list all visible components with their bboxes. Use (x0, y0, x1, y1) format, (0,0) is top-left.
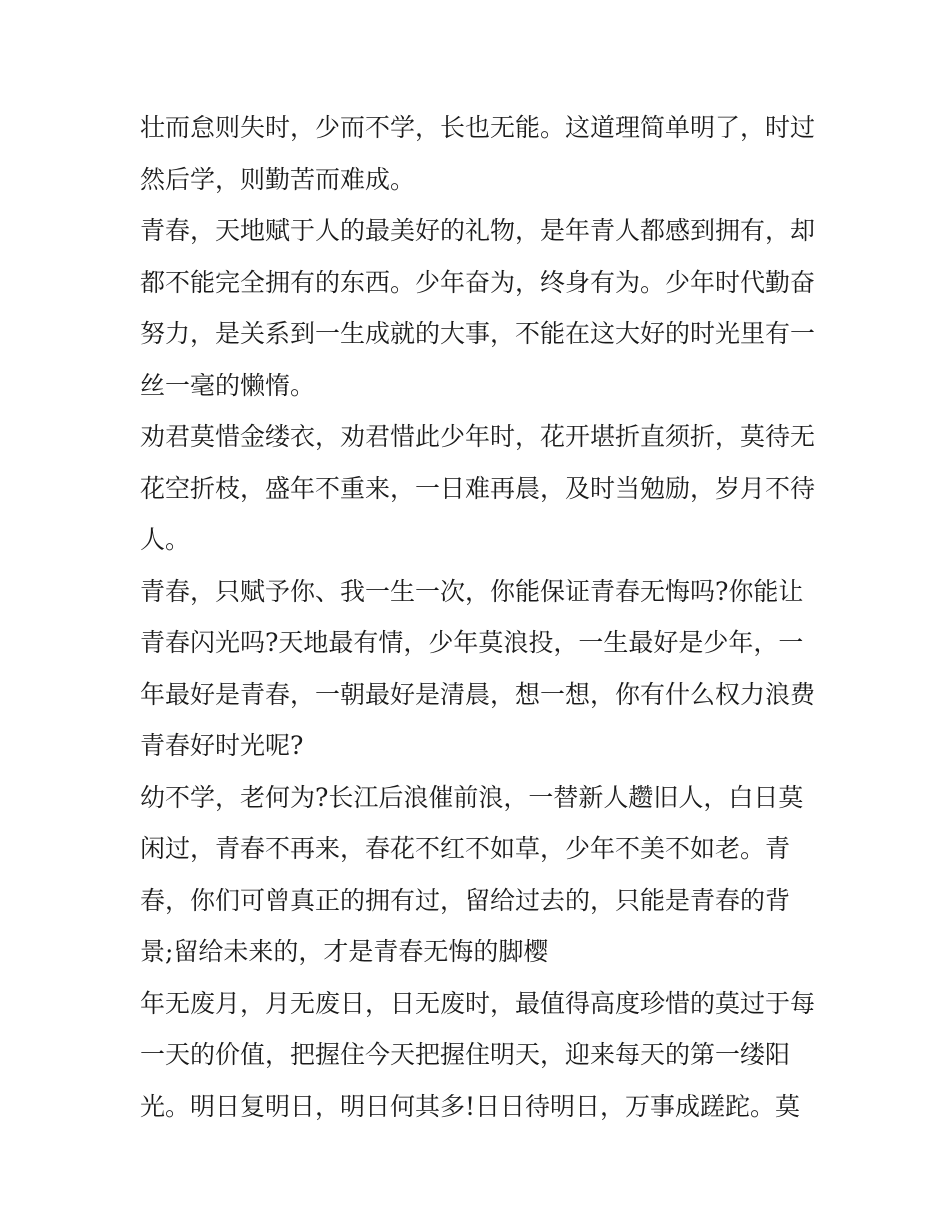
text-line: 春，你们可曾真正的拥有过，留给过去的，只能是青春的背 (140, 885, 791, 915)
text-line: 闲过，青春不再来，春花不红不如草，少年不美不如老。青 (140, 834, 791, 863)
text-line: 劝君莫惜金缕衣，劝君惜此少年时，花开堪折直须折，莫待无 (140, 422, 816, 451)
text-line: 花空折枝，盛年不重来，一日难再晨，及时当勉励，岁月不待 (140, 473, 816, 503)
text-line: 人。 (140, 525, 191, 554)
text-line: 光。明日复明日，明日何其多!日日待明日，万事成蹉跎。莫 (140, 1091, 801, 1121)
text-line: 都不能完全拥有的东西。少年奋为，终身有为。少年时代勤奋 (140, 267, 816, 297)
text-line: 青春，天地赋于人的最美好的礼物，是年青人都感到拥有，却 (140, 216, 816, 245)
text-line: 景;留给未来的，才是青春无悔的脚樱 (140, 937, 549, 966)
text-line: 青春，只赋予你、我一生一次，你能保证青春无悔吗?你能让 (140, 576, 804, 606)
text-line: 青春好时光呢? (140, 731, 304, 760)
text-line: 壮而怠则失时，少而不学，长也无能。这道理简单明了，时过 (140, 113, 816, 142)
text-line: 丝一毫的懒惰。 (140, 370, 316, 400)
text-line: 年无废月，月无废日，日无废时，最值得高度珍惜的莫过于每 (140, 988, 816, 1018)
text-line: 年最好是青春，一朝最好是清晨，想一想，你有什么权力浪费 (140, 679, 816, 709)
text-line: 努力，是关系到一生成就的大事，不能在这大好的时光里有一 (140, 319, 816, 348)
text-line: 幼不学，老何为?长江后浪催前浪，一替新人趱旧人，白日莫 (140, 782, 804, 812)
document-text (140, 102, 820, 1132)
text-line: 青春闪光吗?天地最有情，少年莫浪投，一生最好是少年，一 (140, 628, 804, 657)
text-line: 然后学，则勤苦而难成。 (140, 164, 416, 194)
text-line: 一天的价值，把握住今天把握住明天，迎来每天的第一缕阳 (140, 1040, 791, 1069)
